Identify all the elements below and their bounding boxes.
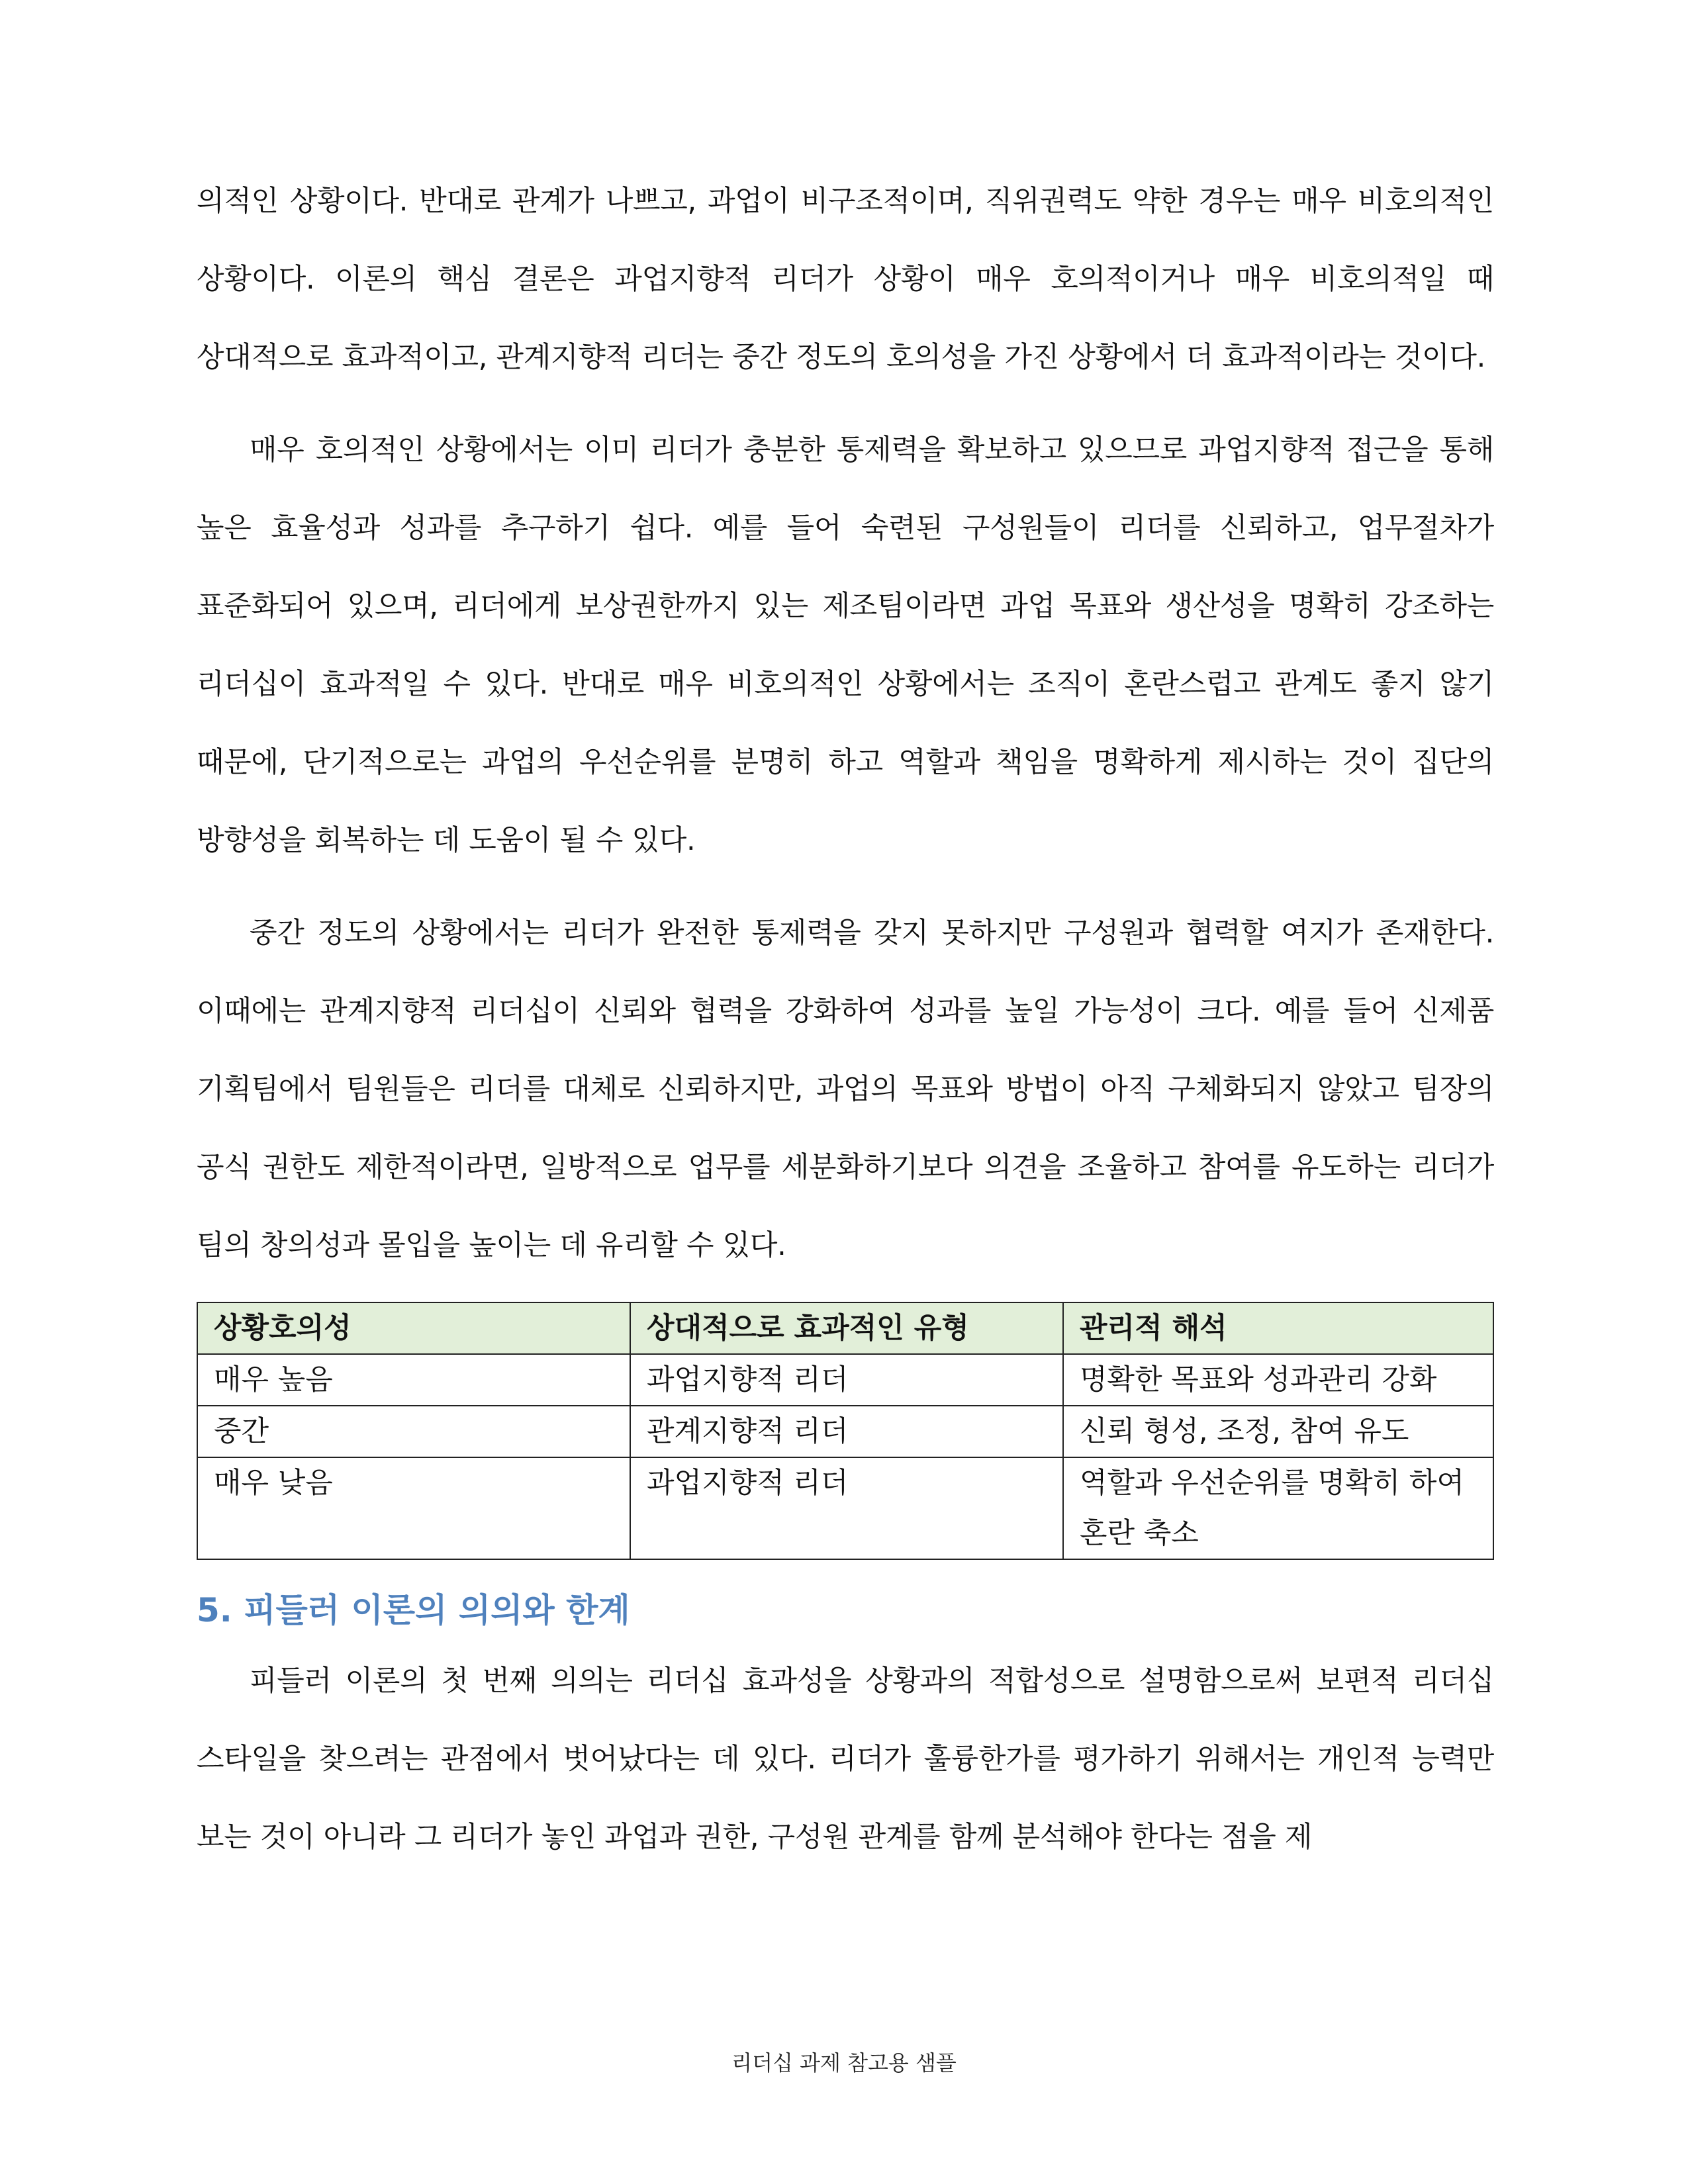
table-cell: 매우 높음	[197, 1354, 630, 1406]
section-heading: 5. 피들러 이론의 의의와 한계	[197, 1591, 630, 1629]
section-paragraph: 피들러 이론의 첫 번째 의의는 리더십 효과성을 상황과의 적합성으로 설명함으로써 보편적 리더십 스타일을 찾으려는 관점에서 벗어났다는 데 있다. 리더가 훌륭한가를 평가하기 위해서는 개인적 능력만 보는 것이 아니라 그 리더가 놓인 과업과 권한, 구성원 관계를 함께 분석해야 한다는 점을 제	[197, 1664, 1494, 1854]
table-cell: 명확한 목표와 성과관리 강화	[1063, 1354, 1493, 1406]
table-row	[197, 1406, 1493, 1457]
table-cell: 관계지향적 리더	[630, 1406, 1063, 1457]
table-cell: 중간	[197, 1406, 630, 1457]
body-paragraph-3: 중간 정도의 상황에서는 리더가 완전한 통제력을 갖지 못하지만 구성원과 협력할 여지가 존재한다. 이때에는 관계지향적 리더십이 신뢰와 협력을 강화하여 성과를 높일 가능성이 크다. 예를 들어 신제품 기획팀에서 팀원들은 리더를 대체로 신뢰하지만, 과업의 목표와 방법이 아직 구체화되지 않았고 팀장의 공식 권한도 제한적이라면, 일방적으로 업무를 세분화하기보다 의견을 조율하고 참여를 유도하는 리더가 팀의 창의성과 몰입을 높이는 데 유리할 수 있다.	[197, 917, 1494, 1262]
table-row	[197, 1354, 1493, 1406]
table-cell: 과업지향적 리더	[630, 1354, 1063, 1406]
table-row	[197, 1457, 1493, 1559]
page-content	[197, 162, 1494, 1876]
body-paragraph-1: 의적인 상황이다. 반대로 관계가 나쁘고, 과업이 비구조적이며, 직위권력도 약한 경우는 매우 비호의적인 상황이다. 이론의 핵심 결론은 과업지향적 리더가 상황이 매우 호의적이거나 매우 비호의적일 때 상대적으로 효과적이고, 관계지향적 리더는 중간 정도의 호의성을 가진 상황에서 더 효과적이라는 것이다.	[197, 185, 1494, 374]
situation-favorability-table	[197, 1302, 1494, 1560]
table-header-row	[197, 1302, 1493, 1354]
table-header-effective-type: 상대적으로 효과적인 유형	[630, 1302, 1063, 1354]
table-cell: 신뢰 형성, 조정, 참여 유도	[1063, 1406, 1493, 1457]
table-cell: 과업지향적 리더	[630, 1457, 1063, 1559]
table-header-favorability: 상황호의성	[197, 1302, 630, 1354]
table-cell: 역할과 우선순위를 명확히 하여 혼란 축소	[1063, 1457, 1493, 1559]
table-header-interpretation: 관리적 해석	[1063, 1302, 1493, 1354]
body-paragraph-2: 매우 호의적인 상황에서는 이미 리더가 충분한 통제력을 확보하고 있으므로 과업지향적 접근을 통해 높은 효율성과 성과를 추구하기 쉽다. 예를 들어 숙련된 구성원들이 리더를 신뢰하고, 업무절차가 표준화되어 있으며, 리더에게 보상권한까지 있는 제조팀이라면 과업 목표와 생산성을 명확히 강조하는 리더십이 효과적일 수 있다. 반대로 매우 비호의적인 상황에서는 조직이 혼란스럽고 관계도 좋지 않기 때문에, 단기적으로는 과업의 우선순위를 분명히 하고 역할과 책임을 명확하게 제시하는 것이 집단의 방향성을 회복하는 데 도움이 될 수 있다.	[197, 433, 1494, 857]
page-footer: 리더십 과제 참고용 샘플	[731, 2050, 957, 2075]
table-cell: 매우 낮음	[197, 1457, 630, 1559]
